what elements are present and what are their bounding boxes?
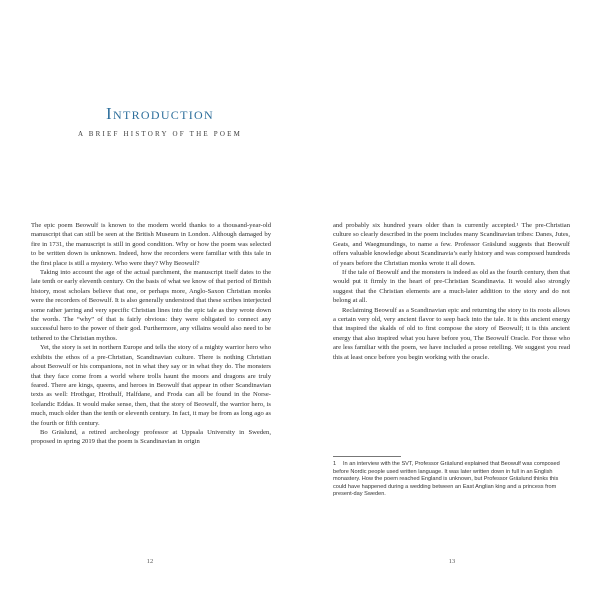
paragraph: Reclaiming Beowulf as a Scandinavian epic and returning the story to its roots allows a certain very old, very ancient flavor to seep back into the tale. It is this ancient energy that inspired the skalds of old to first compose the story of Beowulf; it is this ancient energy that also inspired what you have before you, The Beowulf Oracle. For those who are less familiar with the poem, we have included a prose retelling. We suggest you read this at least once before you begin working with the oracle. [333,306,570,361]
chapter-subtitle: A BRIEF HISTORY OF THE POEM [77,130,243,138]
page-number-right: 13 [448,558,456,565]
footnote [333,461,565,499]
footnote-text: In an interview with the SVT, Professor Gräslund explained that Beowulf was composed before Nordic people used written language. It was later written down in full in an English monastery. How the poem reached England is unknown, but Professor Gräslund thinks this could have happened during a wedding between an East Anglian king and a princess from present-day Sweden. [333,461,560,498]
chapter-title: Introduction [106,104,214,123]
paragraph: If the tale of Beowulf and the monsters is indeed as old as the fourth century, then that would put it firmly in the heart of pre-Christian Scandinavia. It would also strongly suggest that the Christian elements are a much-later addition to the story and do not belong at all. [333,269,570,305]
page-number-left: 12 [146,558,154,565]
paragraph: The epic poem Beowulf is known to the modern world thanks to a thousand-year-old manuscript that can still be seen at the British Museum in London. Although damaged by fire in 1731, the manuscript is still in good condition. Why or how the poem was selected to be written down is unknown. Indeed, how the recorders were familiar with this tale in the first place is still a mystery. Who were they? Why Beowulf? [31,222,271,267]
paragraph: Bo Gräslund, a retired archeology professor at Uppsala University in Sweden, proposed in spring 2019 that the poem is Scandinavian in origin [31,428,271,446]
paragraph: Yet, the story is set in northern Europe and tells the story of a mighty warrior hero who exhibits the ethos of a pre-Christian, Scandinavian culture. There is nothing Christian about Beowulf or his companions, not in what they say or in what they do. The monsters that they face come from a world where trolls haunt the moors and dragons are truly feared. There are kings, queens, and heroes in Beowulf that appear in other Scandinavian texts as well: Hrothgar, Hrothulf, Halfdane, and Froda can all be found in the Norse-Icelandic Eddas. It would make sense, then, that the story of Beowulf, the warrior hero, is much, much older than the tenth or eleventh century. In fact, it may be from as long ago as the fourth or fifth century. [31,344,271,427]
footnote-number: 1 [333,461,337,467]
right-page-body [333,221,570,362]
left-page-body [31,221,271,447]
footnote-divider [333,456,401,457]
paragraph: and probably six hundred years older than is currently accepted.¹ The pre-Christian culture so clearly described in the poem includes many Scandinavian tribes: Danes, Jutes, Geats, and Waegmundings, to name a few. Professor Gräslund suggests that Beowulf offers valuable knowledge about Scandinavia’s early history and was composed hundreds of years before the Christian monks wrote it all down. [333,222,570,267]
paragraph: Taking into account the age of the actual parchment, the manuscript itself dates to the late tenth or early eleventh century. On the basis of what we know of that period of British history, most scholars believe that one, or perhaps more, Anglo-Saxon Christian monks were the recorders of Beowulf. It is also generally understood that these scribes interjected some rather jarring and very specific Christian lines into the epic tale as they wrote down the words. The “why” of that is fairly obvious: they were obligated to connect any successful hero to the power of their god. Furthermore, any villains would also need to be tethered to the Christian mythos. [31,269,271,342]
